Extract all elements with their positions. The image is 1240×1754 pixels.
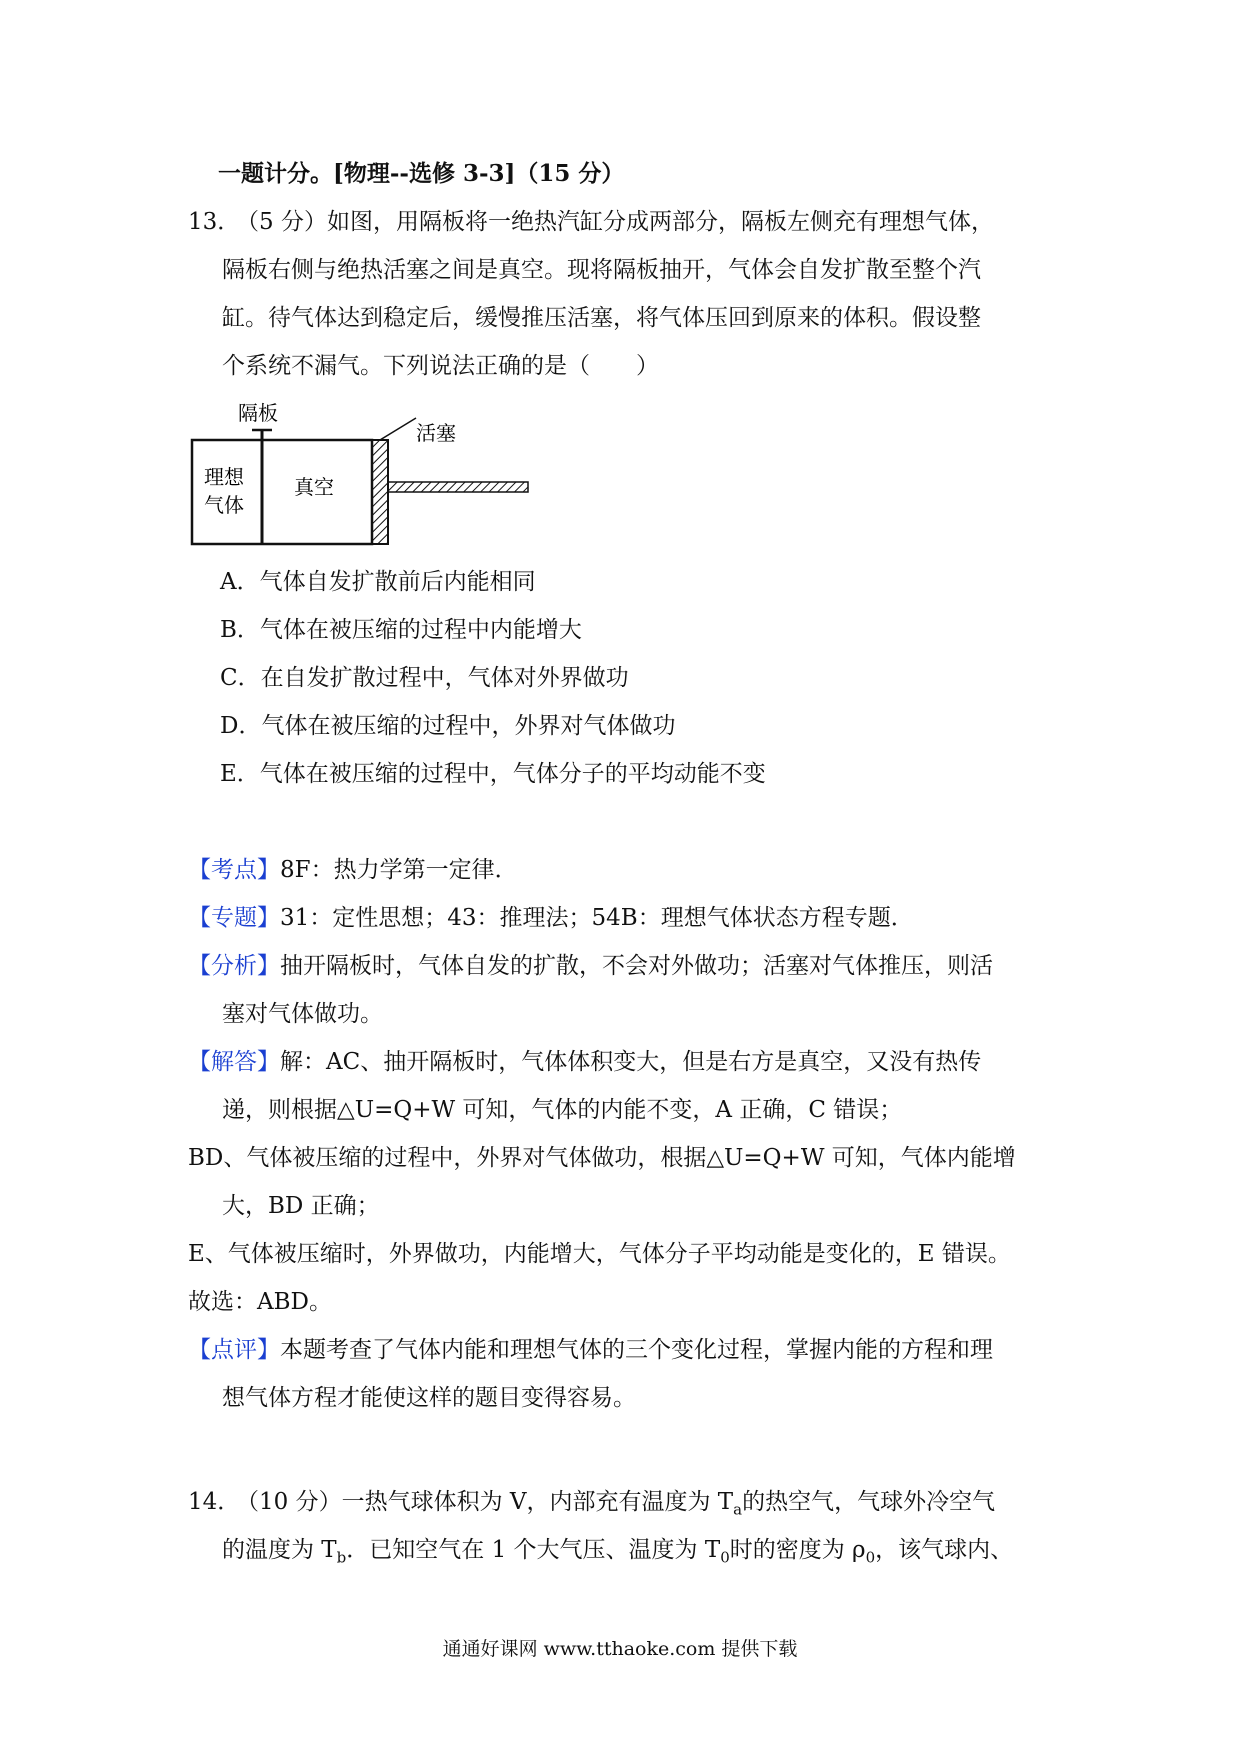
q13-number: 13． (188, 209, 241, 235)
piston-rod (388, 482, 528, 492)
jieda-line-2: 递，则根据△U=Q+W 可知，气体的内能不变，A 正确，C 错误； (222, 1097, 903, 1123)
q13-option-c: C．在自发扩散过程中，气体对外界做功 (220, 665, 629, 691)
jieda-line-3: BD、气体被压缩的过程中，外界对气体做功，根据△U=Q+W 可知，气体内能增 (188, 1145, 1016, 1171)
cylinder-diagram (190, 400, 530, 550)
cylinder-outline (192, 440, 372, 544)
q14-line-2-d: ，该气球内、 (875, 1537, 1014, 1563)
q14-line-2-c: 时的密度为 ρ (729, 1537, 866, 1563)
fenxi-line-1: 抽开隔板时，气体自发的扩散，不会对外做功；活塞对气体推压，则活 (280, 953, 993, 979)
q14-line-1-post: 的热空气，气球外冷空气 (742, 1489, 996, 1515)
jieda-line-6: 故选：ABD。 (188, 1289, 332, 1315)
q13-option-a: A．气体自发扩散前后内能相同 (220, 569, 536, 595)
fenxi-tag: 【分析】 (188, 953, 280, 979)
q14-line-2-b: ．已知空气在 1 个大气压、温度为 T (346, 1537, 721, 1563)
jieda-line-4: 大，BD 正确； (222, 1193, 380, 1219)
q14-line-2-a: 的温度为 T (222, 1537, 337, 1563)
jieda-tag: 【解答】 (188, 1049, 280, 1075)
fenxi-row (188, 950, 993, 982)
piston-leader-line (380, 418, 416, 440)
gas-label-line-1: 理想 (204, 465, 244, 489)
zhuanti-text: 31：定性思想；43：推理法；54B：理想气体状态方程专题． (280, 905, 914, 931)
q14-line-1 (236, 1486, 995, 1526)
q14-subscript-0: 0 (720, 1548, 730, 1567)
partition-label: 隔板 (238, 401, 278, 425)
q14-subscript-rho: 0 (865, 1548, 876, 1567)
section-header: 一题计分。[物理--选修 3-3]（15 分） (218, 160, 625, 187)
vacuum-label: 真空 (294, 475, 334, 499)
kaodian-tag: 【考点】 (188, 857, 280, 883)
dianping-row (188, 1334, 993, 1366)
q14-line-2 (222, 1534, 1013, 1574)
q13-option-b: B．气体在被压缩的过程中内能增大 (220, 617, 582, 643)
q13-stem-line-1: （5 分）如图，用隔板将一绝热汽缸分成两部分，隔板左侧充有理想气体， (236, 209, 994, 235)
q14-subscript-b: b (336, 1548, 347, 1567)
q13-option-d: D．气体在被压缩的过程中，外界对气体做功 (220, 713, 676, 739)
q13-stem-line-4: 个系统不漏气。下列说法正确的是（ ） (222, 353, 659, 379)
kaodian-row (188, 854, 518, 886)
q13-option-e: E．气体在被压缩的过程中，气体分子的平均动能不变 (220, 761, 766, 787)
piston-label: 活塞 (416, 421, 456, 445)
jieda-line-5: E、气体被压缩时，外界做功，内能增大，气体分子平均动能是变化的，E 错误。 (188, 1241, 1011, 1267)
zhuanti-row (188, 902, 914, 934)
kaodian-text: 8F：热力学第一定律． (280, 857, 518, 883)
zhuanti-tag: 【专题】 (188, 905, 280, 931)
q14-line-1-pre: （10 分）一热气球体积为 V，内部充有温度为 T (236, 1489, 734, 1515)
dianping-line-2: 想气体方程才能使这样的题目变得容易。 (222, 1385, 636, 1411)
page-footer: 通通好课网 www.tthaoke.com 提供下载 (442, 1638, 798, 1660)
piston (372, 440, 388, 544)
jieda-row (188, 1046, 981, 1078)
gas-label-line-2: 气体 (204, 493, 244, 517)
jieda-line-1: 解：AC、抽开隔板时，气体体积变大，但是右方是真空，又没有热传 (280, 1049, 982, 1075)
q13-stem-line-3: 缸。待气体达到稳定后，缓慢推压活塞，将气体压回到原来的体积。假设整 (222, 305, 981, 331)
q14-number: 14． (188, 1489, 241, 1515)
dianping-line-1: 本题考查了气体内能和理想气体的三个变化过程，掌握内能的方程和理 (280, 1337, 993, 1363)
q14-subscript-a: a (733, 1500, 743, 1519)
q13-stem-line-2: 隔板右侧与绝热活塞之间是真空。现将隔板抽开，气体会自发扩散至整个汽 (222, 257, 981, 283)
fenxi-line-2: 塞对气体做功。 (222, 1001, 383, 1027)
dianping-tag: 【点评】 (188, 1337, 280, 1363)
